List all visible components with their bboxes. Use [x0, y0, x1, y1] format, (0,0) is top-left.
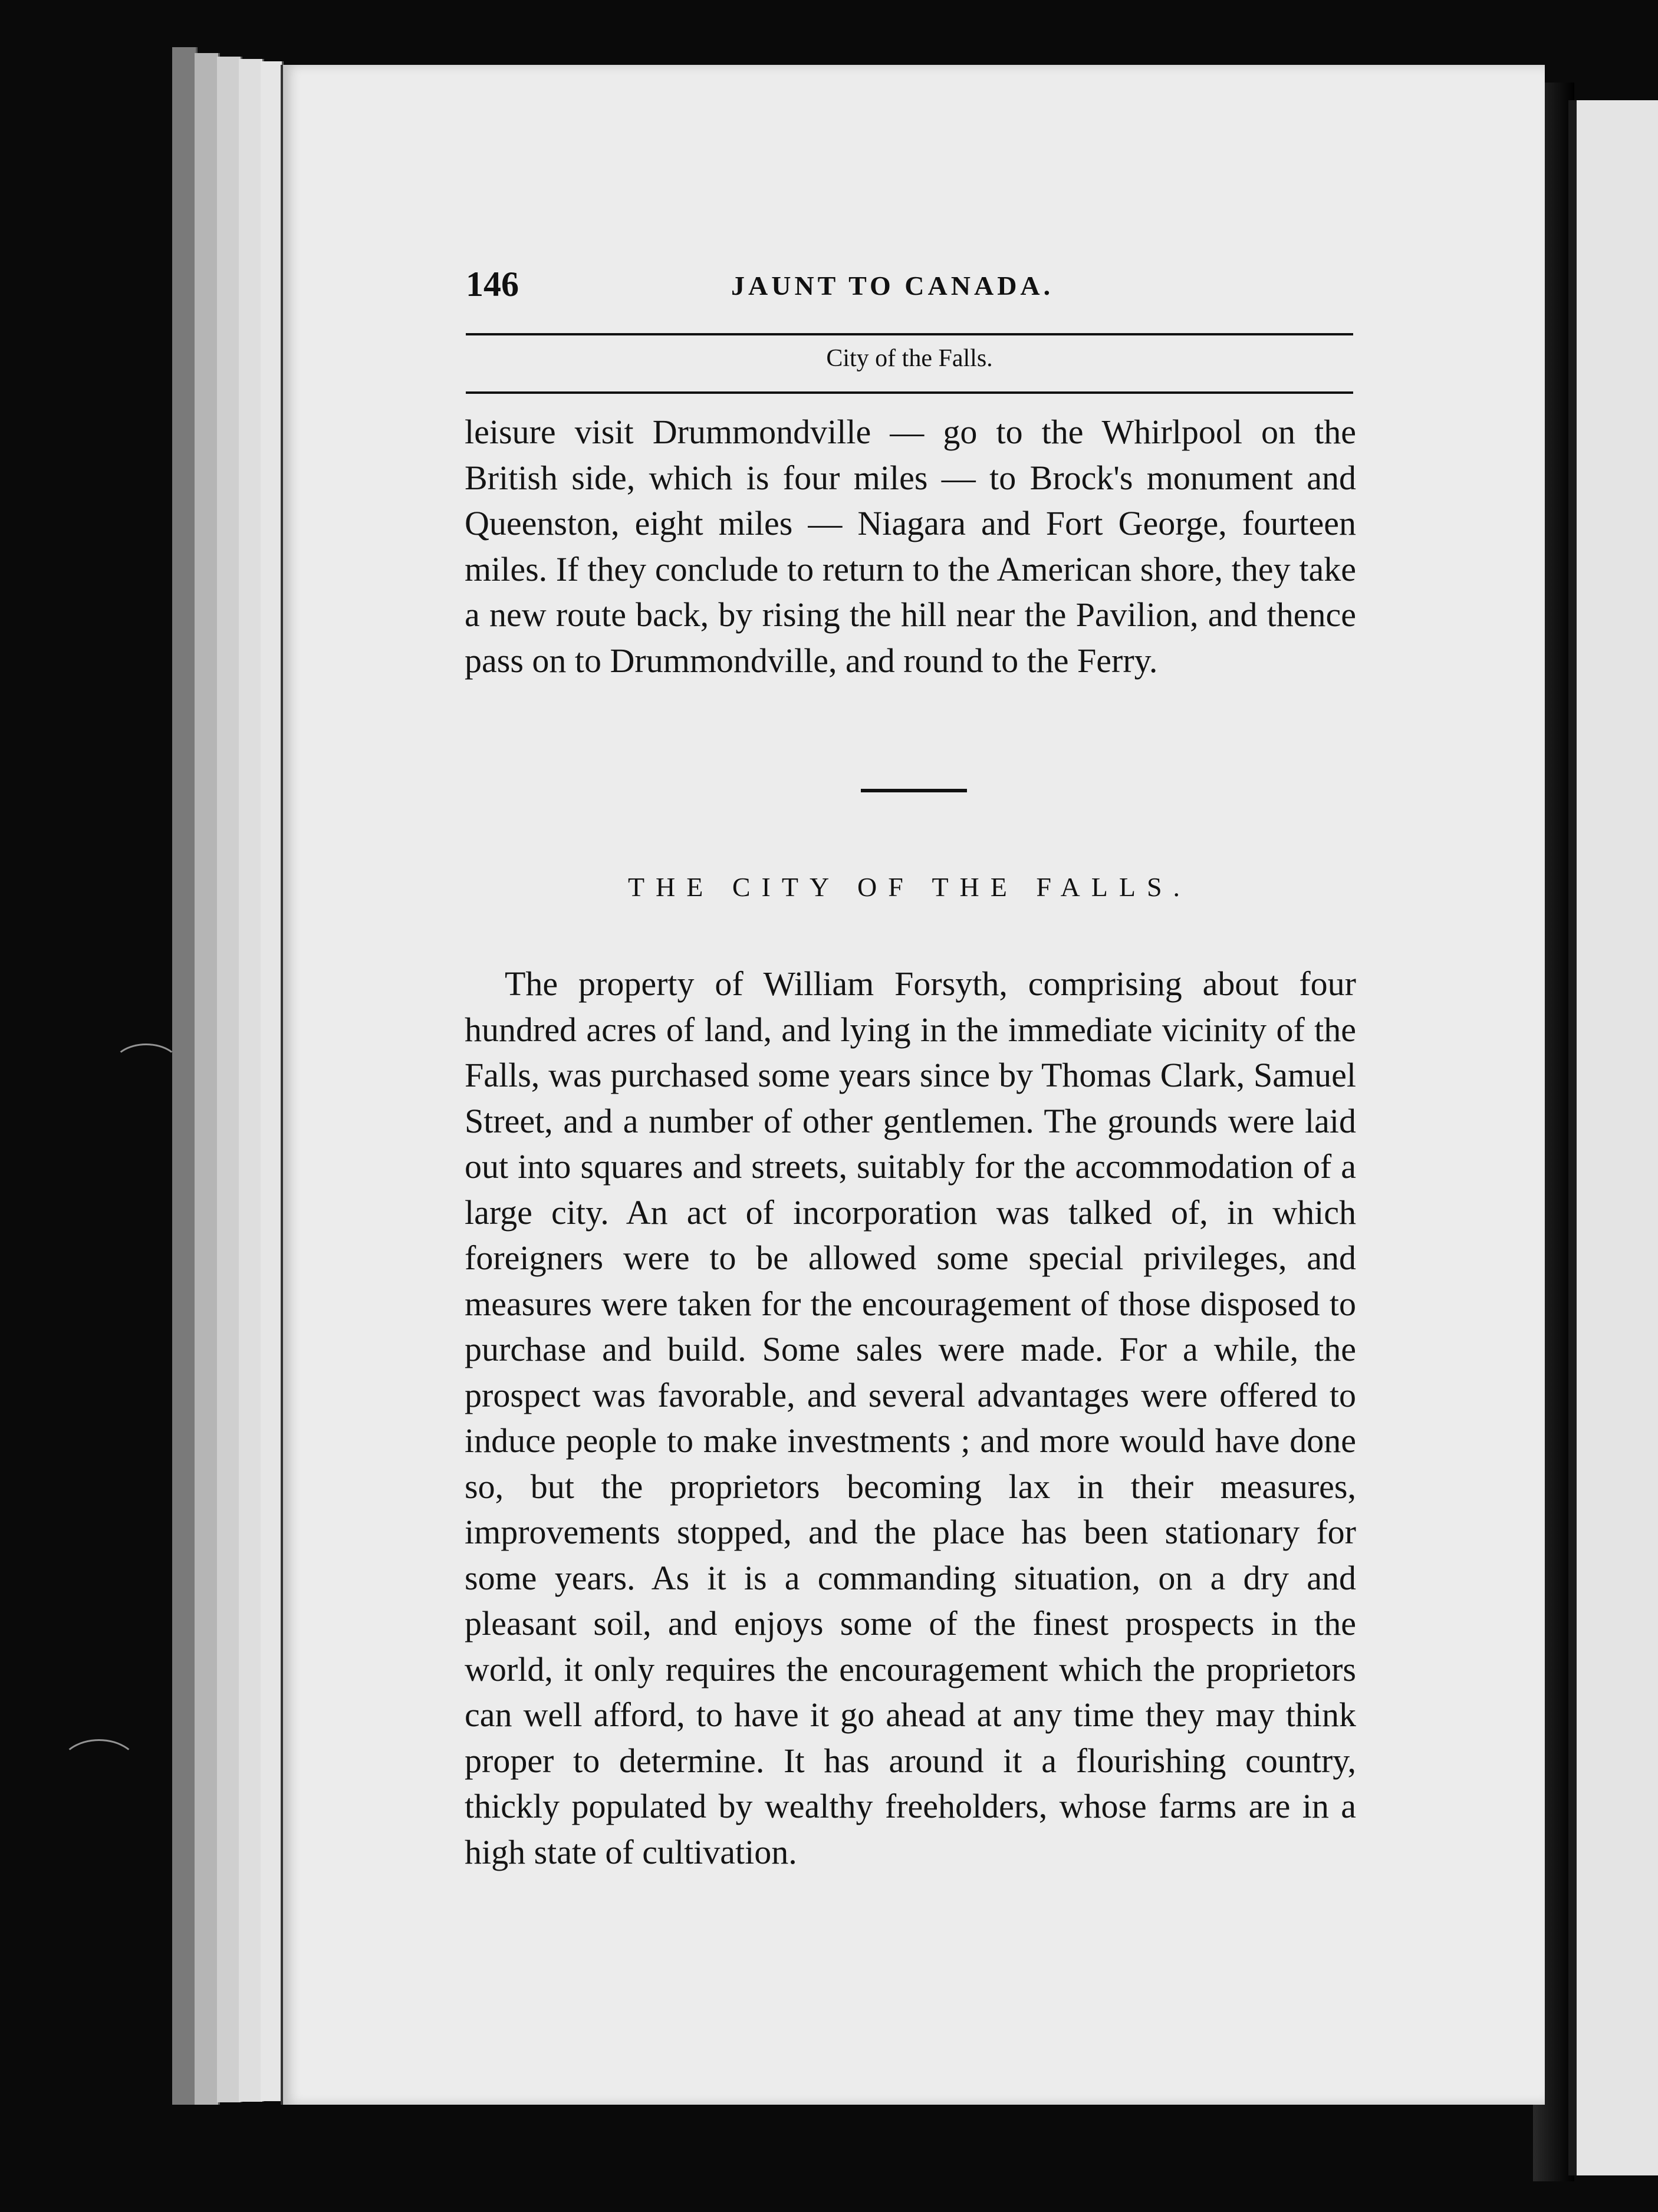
facing-page-edge: [1568, 100, 1658, 2175]
header-rule-top: [466, 333, 1353, 335]
page-number: 146: [466, 265, 519, 304]
section-divider: [861, 789, 967, 792]
section-heading: THE CITY OF THE FALLS.: [627, 872, 1192, 902]
section-subtitle: City of the Falls.: [826, 345, 993, 372]
header-rule-bottom: [466, 391, 1353, 394]
scan-artifact: [59, 1739, 139, 1796]
page-edge: [195, 53, 220, 2105]
scan-artifact: [112, 1044, 180, 1088]
paragraph-continued: leisure visit Drummondville — go to the Whirlpool on the British side, which is four miles — to Brock's monument and Queenston, eight miles — Niagara and Fort George, fourteen miles. If they conclude to return to the American shore, they take a new route back, by rising the hill near the Pavilion, and thence pass on to Drummondville, and round to the Ferry.: [465, 413, 1356, 680]
paragraph-body: The property of William Forsyth, comprising about four hundred acres of land, and lying in the immediate vicinity of the Falls, was purchased some years since by Thomas Clark, Samuel Street, and a number of other gentlemen. The grounds were laid out into squares and streets, suitably for the accommodation of a large city. An act of incorporation was talked of, in which foreigners were to be allowed some special privileges, and measures were taken for the encouragement of those disposed to purchase and build. Some sales were made. For a while, the prospect was favorable, and several advantages were offered to induce people to make investments ; and more would have done so, but the proprietors becoming lax in their measures, improvements stopped, and the place has been stationary for some years. As it is a commanding situation, on a dry and pleasant soil, and enjoys some of the finest prospects in the world, it only requires the encouragement which the proprietors can well afford, to have it go ahead at any time they may think proper to determine. It has around it a flourishing country, thickly populated by wealthy freeholders, whose farms are in a high state of cultivation.: [465, 965, 1356, 1871]
running-head: [466, 264, 1350, 311]
book-title: JAUNT TO CANADA.: [731, 271, 1054, 301]
